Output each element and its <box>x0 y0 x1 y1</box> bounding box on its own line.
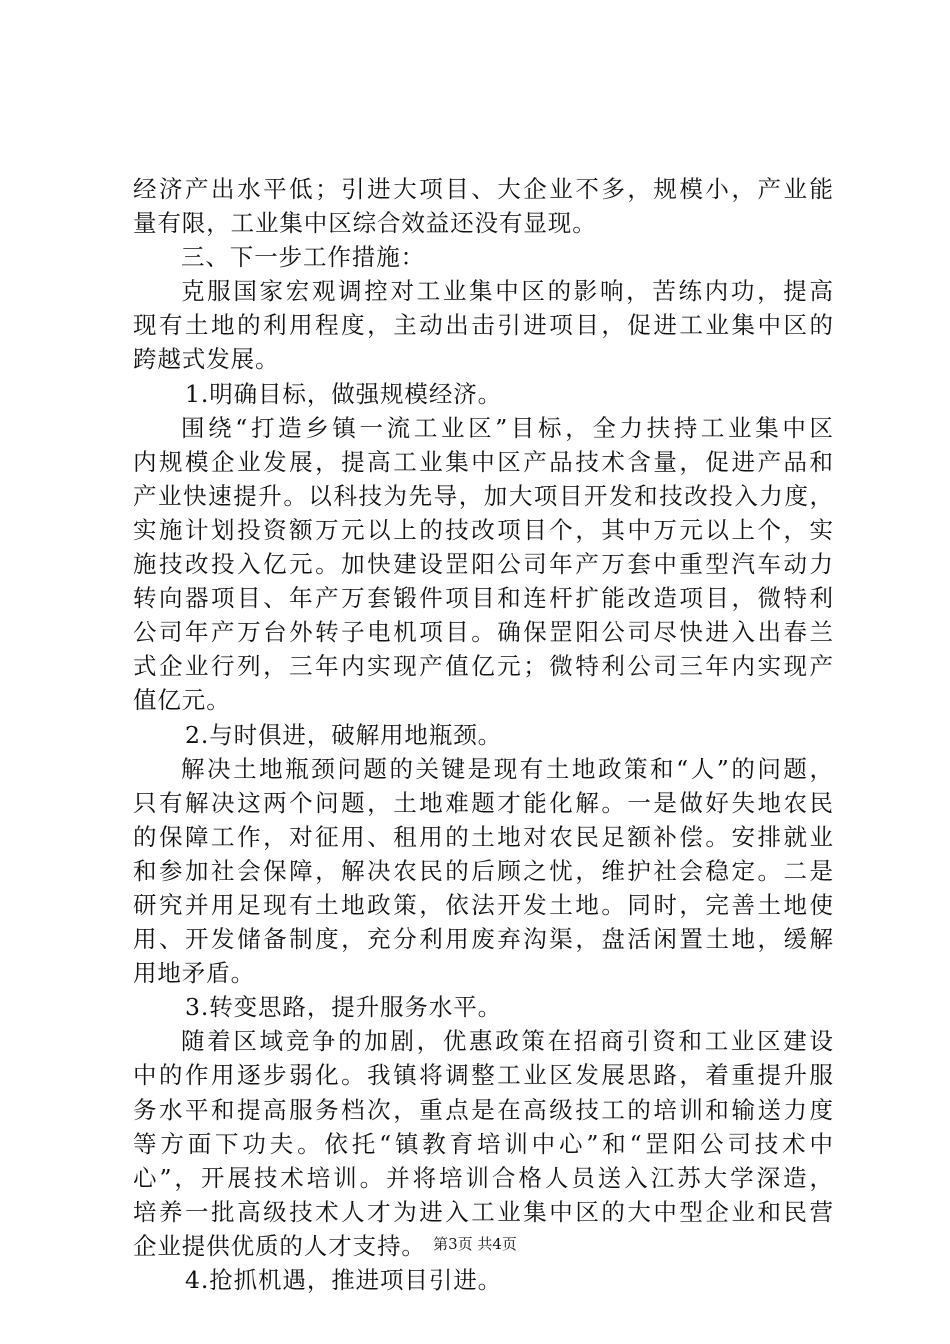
text-line: 随着区域竞争的加剧，优惠政策在招商引资和工业区建设 <box>181 1027 833 1056</box>
subsection-heading: 4.抢抓机遇，推进项目引进。 <box>185 1266 503 1294</box>
text-line: 经济产出水平低；引进大项目、大企业不多，规模小，产业能 <box>133 175 833 203</box>
text-line: 企业提供优质的人才支持。 <box>133 1231 426 1260</box>
text-line: 围绕“打造乡镇一流工业区”目标，全力扶持工业集中区 <box>181 413 833 442</box>
text-line: 产业快速提升。以科技为先导，加大项目开发和技改投入力度， <box>133 481 833 510</box>
text-line: 只有解决这两个问题，土地难题才能化解。一是做好失地农民 <box>133 788 833 817</box>
text-line: 内规模企业发展，提高工业集中区产品技术含量，促进产品和 <box>133 447 833 476</box>
text-line: 量有限，工业集中区综合效益还没有显现。 <box>133 209 597 238</box>
text-line: 研究并用足现有土地政策，依法开发土地。同时，完善土地使 <box>133 890 833 919</box>
text-line: 式企业行列，三年内实现产值亿元；微特利公司三年内实现产 <box>133 652 833 681</box>
text-line: 用地矛盾。 <box>133 959 255 988</box>
subsection-heading: 1.明确目标，做强规模经济。 <box>185 379 503 408</box>
text-line: 心”，开展技术培训。并将培训合格人员送入江苏大学深造， <box>133 1163 833 1192</box>
text-line: 值亿元。 <box>133 686 231 715</box>
text-line: 和参加社会保障，解决农民的后顾之忧，维护社会稳定。二是 <box>133 856 833 885</box>
text-line: 解决土地瓶颈问题的关键是现有土地政策和“人”的问题， <box>181 754 833 783</box>
subsection-heading: 3.转变思路，提升服务水平。 <box>185 993 503 1022</box>
text-line: 培养一批高级技术人才为进入工业集中区的大中型企业和民营 <box>133 1197 833 1226</box>
text-line: 的保障工作，对征用、租用的土地对农民足额补偿。安排就业 <box>133 822 833 851</box>
text-line: 等方面下功夫。依托“镇教育培训中心”和“罡阳公司技术中 <box>133 1129 833 1158</box>
text-line: 实施计划投资额万元以上的技改项目个，其中万元以上个，实 <box>133 515 833 544</box>
text-line: 中的作用逐步弱化。我镇将调整工业区发展思路，着重提升服 <box>133 1061 833 1090</box>
section-heading: 三、下一步工作措施： <box>181 243 425 272</box>
document-body <box>133 172 833 1297</box>
text-line: 克服国家宏观调控对工业集中区的影响，苦练内功，提高 <box>181 277 833 306</box>
text-line: 施技改投入亿元。加快建设罡阳公司年产万套中重型汽车动力 <box>133 550 833 579</box>
text-line: 用、开发储备制度，充分利用废弃沟渠，盘活闲置土地，缓解 <box>133 925 833 954</box>
page-number: 第3页 共4页 <box>433 1235 517 1253</box>
subsection-heading: 2.与时俱进，破解用地瓶颈。 <box>185 720 503 749</box>
text-line: 务水平和提高服务档次，重点是在高级技工的培训和输送力度 <box>133 1095 833 1124</box>
text-line: 现有土地的利用程度，主动出击引进项目，促进工业集中区的 <box>133 311 833 340</box>
text-line: 转向器项目、年产万套锻件项目和连杆扩能改造项目，微特利 <box>133 584 833 613</box>
text-line: 跨越式发展。 <box>133 345 280 374</box>
text-line: 公司年产万台外转子电机项目。确保罡阳公司尽快进入出春兰 <box>133 618 833 647</box>
